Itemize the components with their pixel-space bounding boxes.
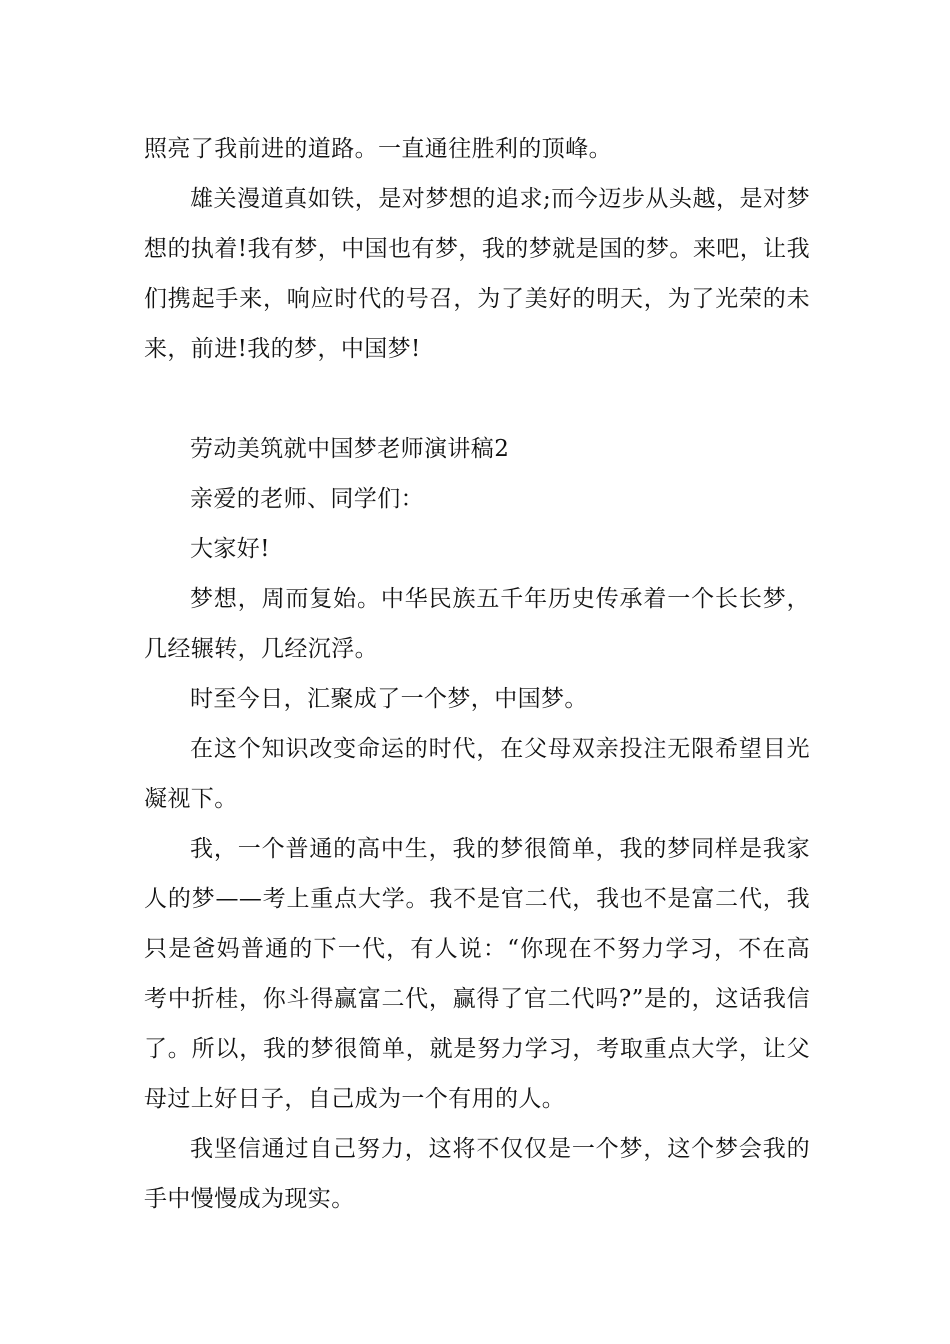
paragraph-belief: 我坚信通过自己努力，这将不仅仅是一个梦，这个梦会我的手中慢慢成为现实。 bbox=[144, 1136, 810, 1212]
paragraph-dream-history: 梦想，周而复始。中华民族五千年历史传承着一个长长梦，几经辗转，几经沉浮。 bbox=[144, 586, 810, 662]
greeting: 大家好! bbox=[190, 536, 270, 562]
salutation: 亲爱的老师、同学们： bbox=[190, 486, 424, 512]
document-body bbox=[144, 124, 810, 1224]
paragraph-student-dream: 我，一个普通的高中生，我的梦很简单，我的梦同样是我家人的梦——考上重点大学。我不是官二代，我也不是富二代，我只是爸妈普通的下一代，有人说：“你现在不努力学习，不在高考中折桂，你斗得赢富二代，赢得了官二代吗?”是的，这话我信了。所以，我的梦很简单，就是努力学习，考取重点大学，让父母过上好日子，自己成为一个有用的人。 bbox=[144, 836, 810, 1112]
paragraph-knowledge-era: 在这个知识改变命运的时代，在父母双亲投注无限希望目光凝视下。 bbox=[144, 736, 810, 812]
speech-title: 劳动美筑就中国梦老师演讲稿2 bbox=[190, 436, 510, 462]
paragraph-dream-pursuit: 雄关漫道真如铁，是对梦想的追求;而今迈步从头越，是对梦想的执着!我有梦，中国也有梦，我的梦就是国的梦。来吧，让我们携起手来，响应时代的号召，为了美好的明天，为了光荣的未来，前进!我的梦，中国梦! bbox=[144, 186, 810, 362]
paragraph-china-dream: 时至今日，汇聚成了一个梦，中国梦。 bbox=[190, 686, 588, 712]
paragraph-continuation: 照亮了我前进的道路。一直通往胜利的顶峰。 bbox=[144, 136, 612, 162]
